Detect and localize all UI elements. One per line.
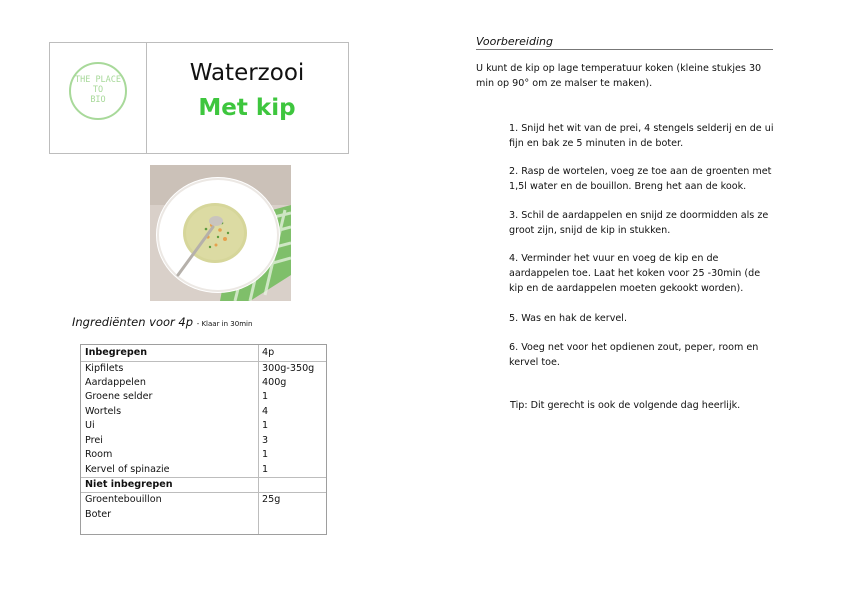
- preparation-step: 6. Voeg net voor het opdienen zout, peper, room en kervel toe.: [509, 342, 759, 368]
- table-header-qty: 4p: [262, 347, 275, 358]
- title-cell: [146, 43, 348, 153]
- ingredient-name: Ui: [85, 420, 95, 431]
- ingredient-name: Boter: [85, 509, 112, 520]
- logo-line-2: TO: [92, 85, 104, 95]
- table-row: [81, 463, 326, 477]
- ingredient-name: Room: [85, 449, 113, 460]
- preparation-intro: U kunt de kip op lage temperatuur koken (kleine stukjes 30 min op 90° om ze malser te maken).: [476, 63, 762, 89]
- recipe-title: Waterzooi: [189, 60, 305, 86]
- ingredient-name: Aardappelen: [85, 377, 146, 388]
- table-header-included: [81, 346, 326, 360]
- ingredients-table: [80, 344, 327, 535]
- table-header-name: Niet inbegrepen: [85, 479, 173, 490]
- table-row: [81, 493, 326, 507]
- preparation-step: 3. Schil de aardappelen en snijd ze doormidden als ze groot zijn, snijd de kip in stukken.: [509, 210, 769, 236]
- table-row: [81, 362, 326, 376]
- table-row: [81, 448, 326, 462]
- table-row: [81, 405, 326, 419]
- logo-line-1: THE PLACE: [74, 75, 122, 85]
- ingredient-qty: 4: [262, 406, 269, 417]
- recipe-header: [49, 42, 349, 154]
- ingredient-name: Prei: [85, 435, 103, 446]
- ingredient-name: Wortels: [85, 406, 122, 417]
- ingredient-qty: 1: [262, 449, 269, 460]
- recipe-tip: Tip: Dit gerecht is ook de volgende dag heerlijk.: [510, 400, 741, 411]
- ingredient-name: Kervel of spinazie: [85, 464, 170, 475]
- logo-line-3: BIO: [90, 95, 106, 105]
- soup-photo-illustration: [150, 165, 291, 301]
- recipe-subtitle: Met kip: [198, 95, 296, 121]
- ingredient-qty: 1: [262, 464, 269, 475]
- ingredient-qty: 1: [262, 420, 269, 431]
- ingredient-qty: 25g: [262, 494, 281, 505]
- ingredient-qty: 1: [262, 391, 269, 402]
- preparation-step: 5. Was en hak de kervel.: [509, 313, 627, 324]
- preparation-heading: Voorbereiding: [476, 35, 773, 50]
- preparation-step: 2. Rasp de wortelen, voeg ze toe aan de groenten met 1,5l water en de bouillon. Breng het aan de kook.: [509, 166, 772, 192]
- table-row: [81, 434, 326, 448]
- table-header-name: Inbegrepen: [85, 347, 148, 358]
- preparation-step: 4. Verminder het vuur en voeg de kip en de aardappelen toe. Laat het koken voor 25 -30min (de kip en de aardappelen moeten gekookt worden).: [509, 253, 761, 294]
- table-row: [81, 390, 326, 404]
- ingredient-qty: 3: [262, 435, 269, 446]
- ingredients-heading: [72, 315, 252, 329]
- ingredient-name: Kipfilets: [85, 363, 124, 374]
- table-row: [81, 419, 326, 433]
- ingredient-name: Groentebouillon: [85, 494, 162, 505]
- soup-photo: [150, 165, 291, 301]
- ingredient-qty: 400g: [262, 377, 287, 388]
- ingredient-qty: 300g-350g: [262, 363, 315, 374]
- logo-cell: [50, 43, 147, 153]
- ready-time-note: - Klaar in 30min: [196, 320, 253, 328]
- ingredients-heading-main: Ingrediënten voor 4p: [72, 315, 194, 329]
- table-header-not-included: [81, 478, 326, 492]
- table-row: [81, 376, 326, 390]
- preparation-step: 1. Snijd het wit van de prei, 4 stengels selderij en de ui fijn en bak ze 5 minuten in de boter.: [509, 123, 774, 149]
- ingredient-name: Groene selder: [85, 391, 153, 402]
- table-row: [81, 508, 326, 522]
- the-place-to-bio-logo: [69, 62, 127, 120]
